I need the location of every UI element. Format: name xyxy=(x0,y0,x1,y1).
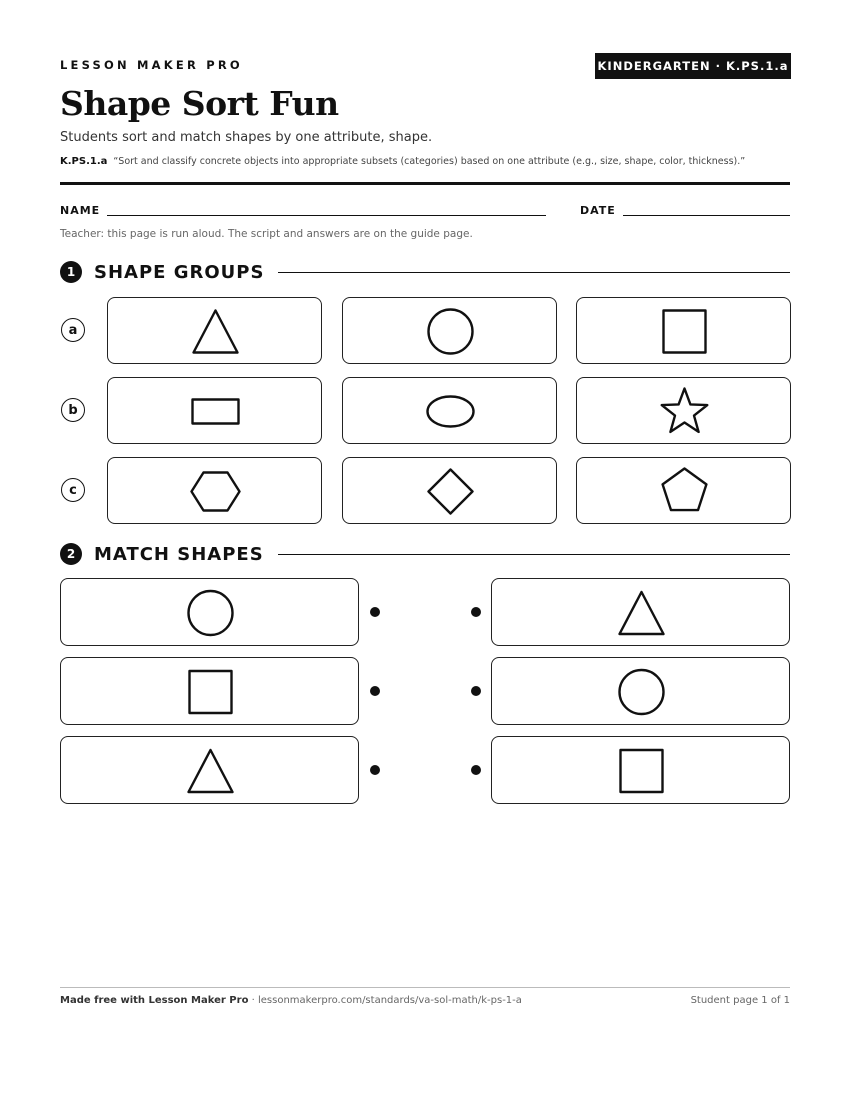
brand-name: LESSON MAKER PRO xyxy=(60,58,243,72)
star-icon xyxy=(577,378,792,445)
section-number-badge: 1 xyxy=(60,261,82,283)
square-icon xyxy=(577,298,792,365)
header-divider xyxy=(60,182,790,185)
diamond-icon xyxy=(343,458,558,525)
triangle-icon xyxy=(108,298,323,365)
teacher-note: Teacher: this page is run aloud. The script and answers are on the guide page. xyxy=(60,228,473,240)
page-title: Shape Sort Fun xyxy=(60,84,339,123)
date-field[interactable] xyxy=(623,215,790,216)
circle-icon xyxy=(343,298,558,365)
shape-card-b-2[interactable] xyxy=(342,377,557,444)
page-indicator: Student page 1 of 1 xyxy=(690,995,790,1006)
circle-icon xyxy=(492,658,791,726)
match-right-card-1[interactable] xyxy=(491,578,790,646)
pentagon-icon xyxy=(577,458,792,525)
section-match-shapes-heading xyxy=(60,541,790,567)
standard-text: “Sort and classify concrete objects into appropriate subsets (categories) based on one attribute (e.g., size, shape, color, thickness).” xyxy=(113,156,746,167)
standard-code: K.PS.1.a xyxy=(60,156,108,167)
match-left-card-3[interactable] xyxy=(60,736,359,804)
square-icon xyxy=(61,658,360,726)
match-left-dot[interactable] xyxy=(370,607,380,617)
shape-card-a-2[interactable] xyxy=(342,297,557,364)
shape-card-b-1[interactable] xyxy=(107,377,322,444)
shape-card-c-2[interactable] xyxy=(342,457,557,524)
match-right-dot[interactable] xyxy=(471,607,481,617)
name-field[interactable] xyxy=(107,215,546,216)
date-label: DATE xyxy=(580,204,616,217)
row-label-a: a xyxy=(61,318,85,342)
section-divider xyxy=(278,272,790,273)
shape-card-c-1[interactable] xyxy=(107,457,322,524)
match-right-card-2[interactable] xyxy=(491,657,790,725)
standard-statement xyxy=(60,156,800,167)
footer-divider xyxy=(60,987,790,988)
page-subtitle: Students sort and match shapes by one attribute, shape. xyxy=(60,130,433,145)
section-title: SHAPE GROUPS xyxy=(94,261,265,283)
shape-card-a-3[interactable] xyxy=(576,297,791,364)
footer-credit-text: Made free with Lesson Maker Pro xyxy=(60,995,249,1006)
square-icon xyxy=(492,737,791,805)
section-divider xyxy=(278,554,790,555)
triangle-icon xyxy=(61,737,360,805)
grade-badge: KINDERGARTEN · K.PS.1.a xyxy=(595,53,791,79)
shape-card-a-1[interactable] xyxy=(107,297,322,364)
rectangle-icon xyxy=(108,378,323,445)
match-right-card-3[interactable] xyxy=(491,736,790,804)
shape-card-b-3[interactable] xyxy=(576,377,791,444)
row-label-c: c xyxy=(61,478,85,502)
match-right-dot[interactable] xyxy=(471,765,481,775)
section-number-badge: 2 xyxy=(60,543,82,565)
hexagon-icon xyxy=(108,458,323,525)
row-label-b: b xyxy=(61,398,85,422)
match-left-dot[interactable] xyxy=(370,686,380,696)
section-title: MATCH SHAPES xyxy=(94,543,264,565)
match-left-dot[interactable] xyxy=(370,765,380,775)
match-right-dot[interactable] xyxy=(471,686,481,696)
name-label: NAME xyxy=(60,204,101,217)
triangle-icon xyxy=(492,579,791,647)
footer-url: · lessonmakerpro.com/standards/va-sol-math/k-ps-1-a xyxy=(248,995,522,1006)
circle-icon xyxy=(61,579,360,647)
oval-icon xyxy=(343,378,558,445)
footer-credit xyxy=(60,995,522,1006)
section-shape-groups-heading xyxy=(60,259,790,285)
shape-card-c-3[interactable] xyxy=(576,457,791,524)
match-left-card-2[interactable] xyxy=(60,657,359,725)
match-left-card-1[interactable] xyxy=(60,578,359,646)
